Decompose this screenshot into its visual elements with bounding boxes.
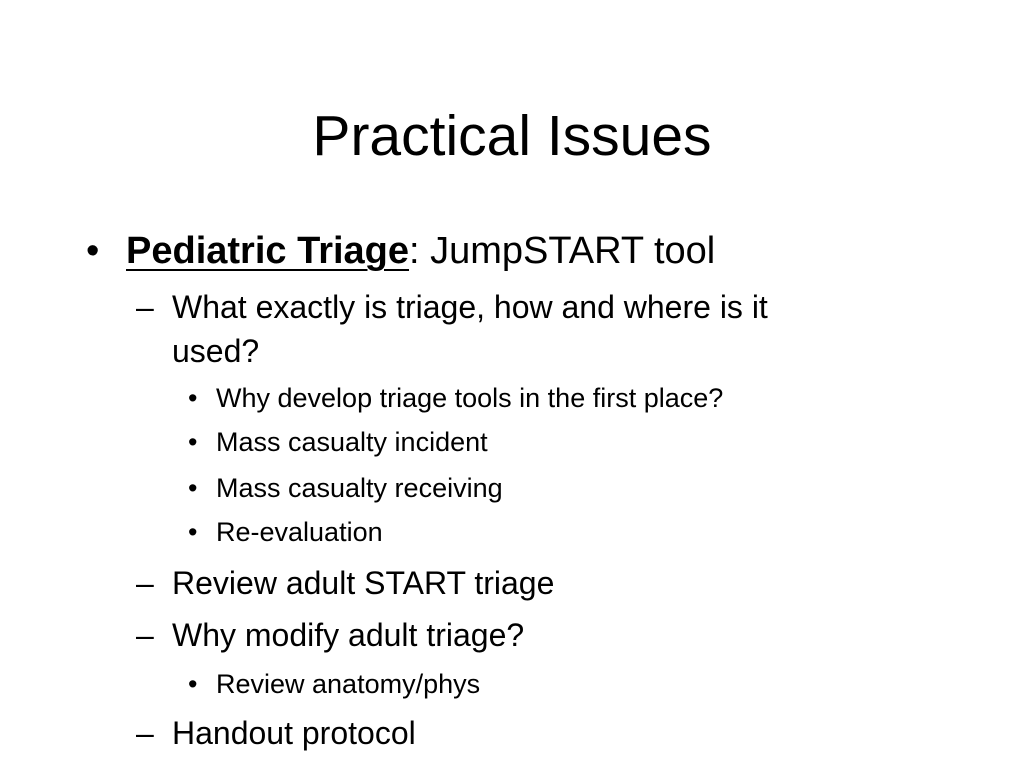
subbullet-what-is-triage-line2: used?: [172, 333, 260, 369]
item-review-anatomy: Review anatomy/phys: [216, 669, 481, 699]
bullet-marker: •: [188, 517, 198, 547]
dash-marker: –: [136, 289, 154, 325]
dash-marker: –: [136, 565, 154, 601]
item-mass-casualty-receiving: Mass casualty receiving: [216, 473, 503, 503]
bullet-pediatric-triage: [126, 229, 715, 273]
pediatric-triage-heading: Pediatric Triage: [126, 230, 410, 272]
bullet-marker: •: [188, 427, 198, 457]
subbullet-review-adult-start: Review adult START triage: [172, 565, 555, 601]
dash-marker: –: [136, 715, 154, 751]
item-why-develop: Why develop triage tools in the first place?: [216, 383, 724, 413]
pediatric-triage-rest: : JumpSTART tool: [409, 230, 716, 272]
bullet-marker: •: [188, 669, 198, 699]
subbullet-what-is-triage-line1: What exactly is triage, how and where is it: [172, 289, 768, 325]
subbullet-why-modify: Why modify adult triage?: [172, 617, 525, 653]
dash-marker: –: [136, 617, 154, 653]
item-re-evaluation: Re-evaluation: [216, 517, 383, 547]
bullet-marker: •: [86, 230, 100, 272]
subbullet-handout-protocol: Handout protocol: [172, 715, 416, 751]
bullet-marker: •: [188, 383, 198, 413]
slide-title: Practical Issues: [312, 104, 712, 168]
item-mass-casualty-incident: Mass casualty incident: [216, 427, 488, 457]
bullet-marker: •: [188, 473, 198, 503]
